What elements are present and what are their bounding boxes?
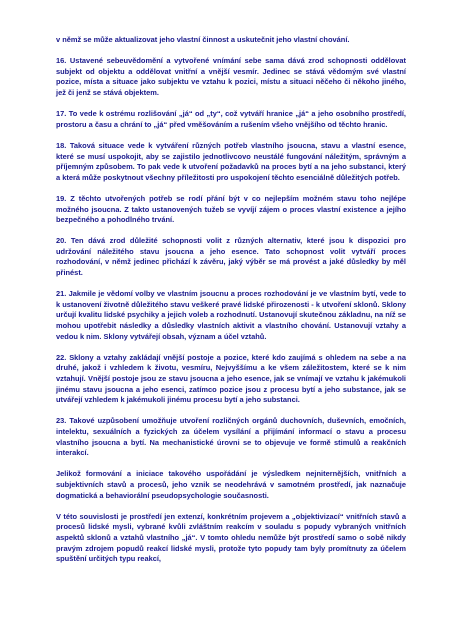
paragraph-17: 17. To vede k ostrému rozlišování „já“ od „ty“, což vytváří hranice „já“ a jeho osobního prostředí, prostoru a času a chrání to „já“ před vměšováním a rušením všeho vnějšího od těchto hranic. [56,109,406,129]
paragraph-21: 21. Jakmile je vědomí volby ve vlastním jsoucnu a proces rozhodování je ve vlastním bytí, vede to k ustanovení životně důležitého stavu veškeré pravé lidské přirozenosti - k utvoření sklonů. Sklony určují kvalitu lidské psychiky a jejich voleb a rozhodnutí. Ustanovují skutečnou základnu, na níž se mohou upotřebit následky a důsledky vlastních aktivit a vlastního chování. Ustanovují vztahy a vedou k nim. Sklony vytvářejí obsah, význam a účel vztahů. [56,289,406,341]
paragraph-23: 23. Takové uzpůsobení umožňuje utvoření rozličných orgánů duchovních, duševních, emočních, intelektu, sexuálních a fyzických za účelem vysílání a přijímání informací o stavu a procesu vlastního jsoucna a bytí. Na mechanistické úrovni se to objevuje ve formě stimulů a reakčních interakcí. [56,416,406,458]
paragraph-18: 18. Taková situace vede k vytváření různých potřeb vlastního jsoucna, stavu a vlastní esence, které se musí uspokojit, aby se zajistilo jednotlivcovo neustálé fungování náležitým, správným a příjemným způsobem. To pak vede k utvoření požadavků na proces bytí a na jeho substanci, který a která může poskytnout všechny příležitosti pro uspokojení těchto esenciálně důležitých potřeb. [56,140,406,182]
paragraph-v-teto-souvislosti: V této souvislosti je prostředí jen extenzí, konkrétním projevem a „objektivizací“ vnitřních stavů a procesů lidské mysli, vybrané kvůli zvláštním reakcím v souladu s popudy vybraných vnitřních aspektů sklonů a vztahů vlastního „já“. V tomto ohledu nemůže být prostředí samo o sobě nikdy pravým zdrojem popudů reakcí lidské mysli, protože tyto popudy tam byly promítnuty za účelem spuštění určitých typu reakcí, [56,511,406,564]
document-text [56,35,406,575]
paragraph-22: 22. Sklony a vztahy zakládají vnější postoje a pozice, které kdo zaujímá s ohledem na sebe a na druhé, jakož i vzhledem k životu, vesmíru, Nejvyššímu a ke všem záležitostem, které se k nim vztahují. Vnější postoje jsou ze stavu jsoucna a jeho esence, jak se vnímají ve vztahu k jakémukoli jinému stavu jsoucna a jeho esenci, zatímco pozice jsou z procesu bytí a jeho substance, jak se utvářejí vzhledem k jakémukoli jinému procesu bytí a jeho substanci. [56,352,406,405]
paragraph-jelikoz: Jelikož formování a iniciace takového uspořádání je výsledkem nejniternějších, vnitřních a subjektivních stavů a procesů, jeho vznik se neodehrává v samotném prostředí, jak naznačuje dogmatická a behaviorální pseudopsychologie současnosti. [56,469,406,500]
paragraph-continuation: v němž se může aktualizovat jeho vlastní činnost a uskutečnit jeho vlastní chování. [56,35,350,44]
paragraph-20: 20. Ten dává zrod důležité schopnosti volit z různých alternativ, které jsou k dispozici pro udržování náležitého stavu jsoucna a jeho esence. Tato schopnost volit vytváří proces rozhodování, v němž jedinec přichází k závěru, jaký výběr se má provést a jaké důsledky by měl přinést. [56,236,406,278]
paragraph-16: 16. Ustavené sebeuvědomění a vytvořené vnímání sebe sama dává zrod schopnosti oddělovat subjekt od objektu a oddělovat vnitřní a vnější vesmír. Jedinec se stává vědomým své vlastní pozice, místa a situace jako subjektu ve vztahu k pozici, místu a situaci něčeho či někoho jiného, jež či jenž se stává objektem. [56,56,406,97]
paragraph-19: 19. Z těchto utvořených potřeb se rodí přání být v co nejlepším možném stavu toho nejlépe možného jsoucna. Z takto ustanovených tužeb se vyvíjí zájem o proces vlastní existence a jejího bezpečného a pohodlného trvání. [56,193,406,225]
